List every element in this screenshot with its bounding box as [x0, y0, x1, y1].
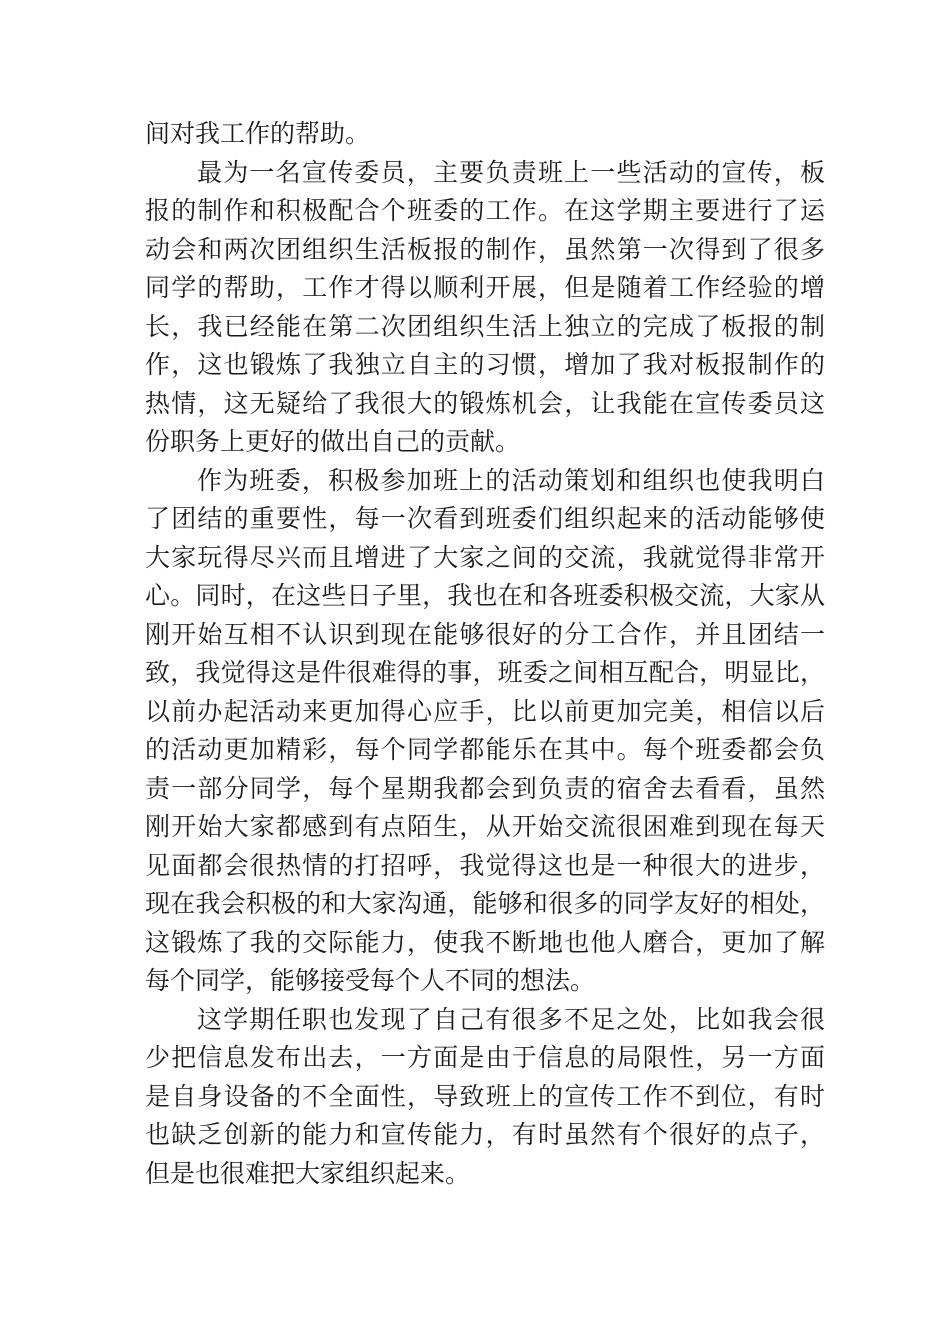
text-line: 是自身设备的不全面性，导致班上的宣传工作不到位，有时 [145, 1081, 825, 1111]
text-line: 份职务上更好的做出自己的贡献。 [145, 427, 521, 456]
text-line: 也缺乏创新的能力和宣传能力，有时虽然有个很好的点子， [145, 1120, 825, 1149]
text-line: 每个同学，能够接受每个人不同的想法。 [145, 966, 596, 995]
text-line: 作为班委，积极参加班上的活动策划和组织也使我明白 [197, 465, 825, 495]
text-line: 动会和两次团组织生活板报的制作，虽然第一次得到了很多 [145, 234, 825, 264]
text-line: 刚开始大家都感到有点陌生，从开始交流很困难到现在每天 [145, 812, 825, 841]
text-line: 大家玩得尽兴而且增进了大家之间的交流，我就觉得非常开 [145, 542, 825, 572]
text-line: 最为一名宣传委员，主要负责班上一些活动的宣传，板 [197, 157, 825, 187]
text-line: 作，这也锻炼了我独立自主的习惯，增加了我对板报制作的 [145, 350, 825, 379]
text-line: 但是也很难把大家组织起来。 [145, 1158, 471, 1188]
text-line: 的活动更加精彩，每个同学都能乐在其中。每个班委都会负 [145, 735, 825, 764]
text-line: 长，我已经能在第二次团组织生活上独立的完成了板报的制 [145, 311, 825, 341]
text-line: 同学的帮助，工作才得以顺利开展，但是随着工作经验的增 [145, 273, 825, 302]
text-line: 心。同时，在这些日子里，我也在和各班委积极交流，大家从 [145, 581, 825, 610]
text-line: 见面都会很热情的打招呼，我觉得这也是一种很大的进步， [145, 850, 825, 880]
text-line: 责一部分同学，每个星期我都会到负责的宿舍去看看，虽然 [145, 773, 825, 803]
paragraph-class-committee [145, 462, 825, 1001]
text-line: 了团结的重要性，每一次看到班委们组织起来的活动能够使 [145, 504, 825, 533]
text-line: 现在我会积极的和大家沟通，能够和很多的同学友好的相处， [145, 889, 825, 918]
paragraph-publicity-duties [145, 154, 825, 462]
text-line: 这学期任职也发现了自己有很多不足之处，比如我会很 [197, 1004, 825, 1034]
text-line: 热情，这无疑给了我很大的锻炼机会，让我能在宣传委员这 [145, 388, 825, 418]
paragraph-continuation [145, 115, 825, 154]
text-line: 这锻炼了我的交际能力，使我不断地也他人磨合，更加了解 [145, 927, 825, 957]
text-line: 以前办起活动来更加得心应手，比以前更加完美，相信以后 [145, 696, 825, 726]
text-line: 报的制作和积极配合个班委的工作。在这学期主要进行了运 [145, 196, 825, 225]
document-page [145, 115, 825, 1193]
text-line: 少把信息发布出去，一方面是由于信息的局限性，另一方面 [145, 1043, 825, 1072]
text-line: 刚开始互相不认识到现在能够很好的分工合作，并且团结一 [145, 619, 825, 649]
text-line: 致，我觉得这是件很难得的事，班委之间相互配合，明显比， [145, 658, 825, 687]
text-line: 间对我工作的帮助。 [145, 119, 371, 148]
paragraph-shortcomings [145, 1001, 825, 1194]
